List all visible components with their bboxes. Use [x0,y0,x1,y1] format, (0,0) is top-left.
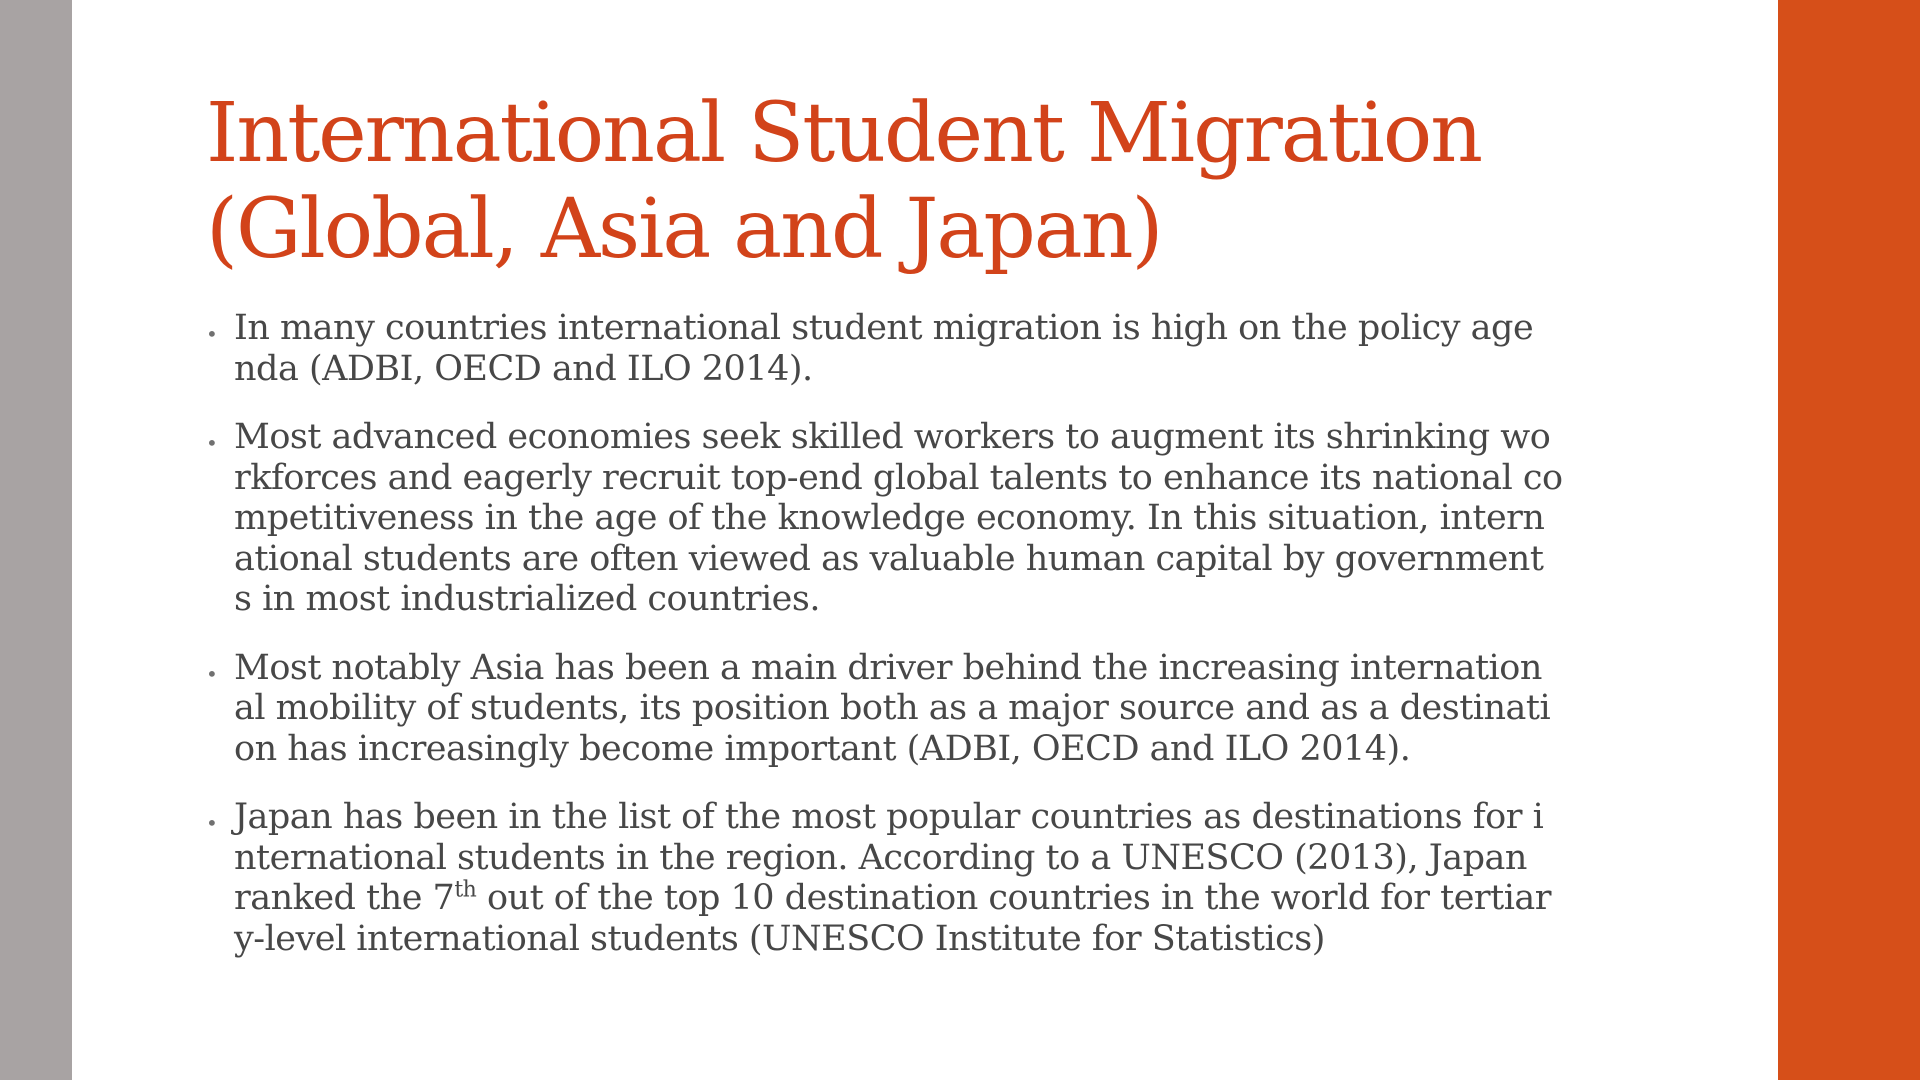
bullet-line: mpetitiveness in the age of the knowledge economy. In this situation, intern [234,498,1545,538]
bullet-dot-icon: • [206,431,218,455]
bullet-item-japan-ranking [206,797,1666,959]
bullet-line: Most advanced economies seek skilled workers to augment its shrinking wo [234,417,1551,457]
bullet-dot-icon: • [206,322,218,346]
bullet-line: rkforces and eagerly recruit top-end global talents to enhance its national co [234,457,1563,498]
bullet-text [234,648,1666,770]
bullet-line-ranking [234,878,1666,919]
bullet-line: nternational students in the region. According to a UNESCO (2013), Japan [234,837,1527,878]
bullet-line: al mobility of students, its position both as a major source and as a destinati [234,688,1551,728]
bullet-text [234,797,1666,959]
bullet-line: nda (ADBI, OECD and ILO 2014). [234,348,813,389]
slide-title [206,86,1766,278]
bullet-line: s in most industrialized countries. [234,579,820,619]
bullet-item-skilled-workers [206,417,1666,620]
bullet-line: Japan has been in the list of the most popular countries as destinations for i [234,797,1544,837]
bullet-line: In many countries international student migration is high on the policy age [234,308,1534,348]
ordinal-superscript: th [454,877,477,903]
bullet-list [206,308,1666,987]
ranking-text-after: out of the top 10 destination countries in the world for tertiar [476,878,1552,918]
right-accent-bar [1778,0,1920,1080]
title-line-1: International Student Migration [206,86,1482,181]
bullet-line: Most notably Asia has been a main driver behind the increasing internation [234,647,1542,688]
bullet-dot-icon: • [206,811,218,835]
bullet-text [234,417,1666,620]
bullet-line: y-level international students (UNESCO Institute for Statistics) [234,918,1325,959]
bullet-item-asia-driver [206,648,1666,770]
bullet-line: on has increasingly become important (ADBI, OECD and ILO 2014). [234,728,1411,769]
bullet-item-policy-agenda [206,308,1666,389]
title-line-2: (Global, Asia and Japan) [206,182,1162,277]
left-accent-bar [0,0,72,1080]
bullet-dot-icon: • [206,661,218,686]
bullet-line: ational students are often viewed as valuable human capital by government [234,538,1544,579]
bullet-text [234,308,1666,389]
ranking-text-before: ranked the 7 [234,878,455,918]
